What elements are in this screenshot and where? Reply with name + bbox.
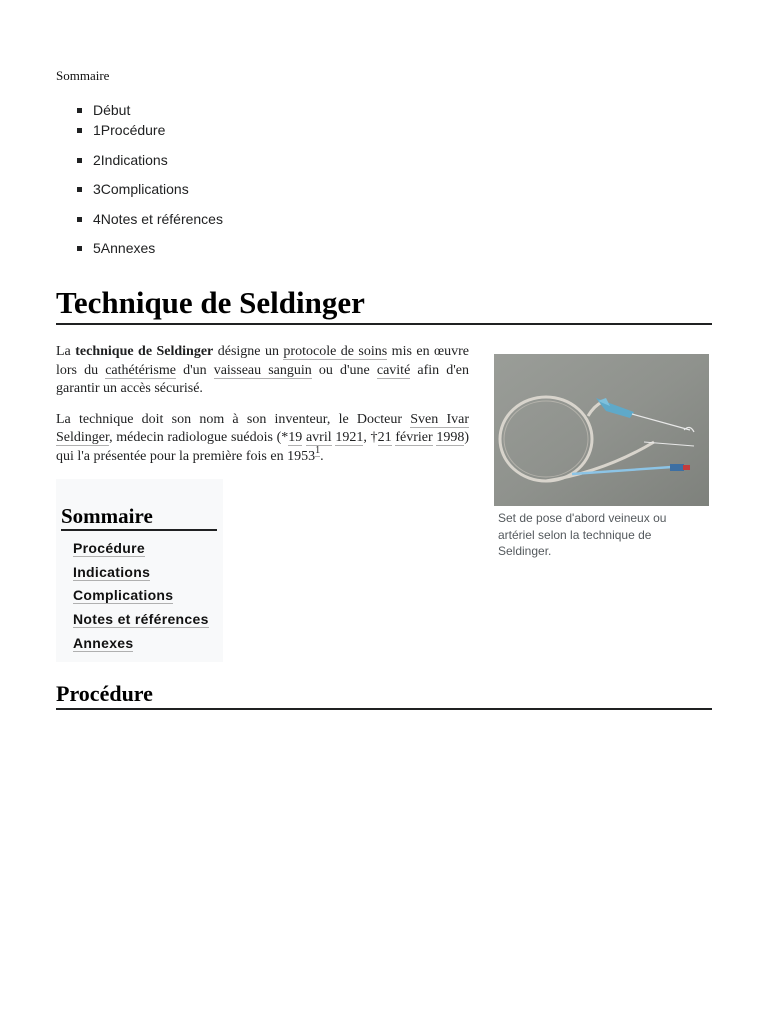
intro-paragraph-2 <box>56 411 469 467</box>
toc-item-complications[interactable]: 3Complications <box>74 179 223 199</box>
link-death-month[interactable]: février <box>395 430 433 445</box>
text: , médecin radiologue suédois (* <box>109 430 289 445</box>
article-intro <box>56 343 469 478</box>
text: ou d'une <box>311 362 377 378</box>
toc-box-link-complications[interactable]: Complications <box>73 587 174 604</box>
link-death-year[interactable]: 1998 <box>436 430 465 445</box>
toc-box-link-indications[interactable]: Indications <box>73 563 151 580</box>
toc-box <box>56 479 223 662</box>
text: désigne un <box>213 344 284 359</box>
toc-item-procedure[interactable]: 1Procédure <box>74 120 223 140</box>
catheter-set-image[interactable] <box>494 354 709 506</box>
text: mis en œuvre lors du <box>56 344 470 378</box>
toc-item-annexes[interactable]: 5Annexes <box>74 238 223 258</box>
section-heading-procedure: Procédure <box>56 680 712 710</box>
figure <box>494 354 709 560</box>
link-vaisseau-sanguin[interactable]: vaisseau sanguin <box>213 362 312 378</box>
link-death-day[interactable]: 21 <box>377 430 392 445</box>
link-protocole-de-soins[interactable]: protocole de soins <box>283 344 388 359</box>
toc-item-indications[interactable]: 2Indications <box>74 150 223 170</box>
link-catheterisme[interactable]: cathétérisme <box>105 362 176 378</box>
bold-term: technique de Seldinger <box>75 344 214 359</box>
page-title: Technique de Seldinger <box>56 283 712 325</box>
toc-item-debut[interactable]: Début <box>74 100 223 120</box>
text: . <box>320 448 324 464</box>
toc-item-notes[interactable]: 4Notes et références <box>74 209 223 229</box>
text: , † <box>363 430 378 445</box>
link-birth-year[interactable]: 1921 <box>335 430 364 445</box>
toc-box-link-annexes[interactable]: Annexes <box>73 634 134 651</box>
toc-box-link-procedure[interactable]: Procédure <box>73 540 145 556</box>
intro-paragraph-1 <box>56 343 469 399</box>
text: La <box>56 344 76 359</box>
text: afin d'en garantir un accès sécurisé. <box>56 362 469 396</box>
link-cavite[interactable]: cavité <box>376 362 411 378</box>
toc-label: Sommaire <box>56 68 110 83</box>
toc-list <box>74 100 223 268</box>
toc-box-list <box>73 538 209 656</box>
text: d'un <box>175 362 214 378</box>
text: La technique doit son nom à son inventeur, le Docteur <box>56 411 411 427</box>
figure-caption: Set de pose d'abord veineux ou artériel selon la technique de Seldinger. <box>498 511 667 558</box>
link-sven-ivar-seldinger[interactable]: Sven Ivar Seldinger <box>56 411 469 445</box>
link-birth-month[interactable]: avril <box>305 430 332 445</box>
toc-box-link-notes[interactable]: Notes et références <box>73 611 209 628</box>
link-birth-day[interactable]: 19 <box>288 430 303 445</box>
text: ) qui l'a présentée pour la première fois en 1953 <box>56 430 470 464</box>
reference-link[interactable]: 1 <box>315 444 321 456</box>
toc-box-title: Sommaire <box>61 503 217 531</box>
